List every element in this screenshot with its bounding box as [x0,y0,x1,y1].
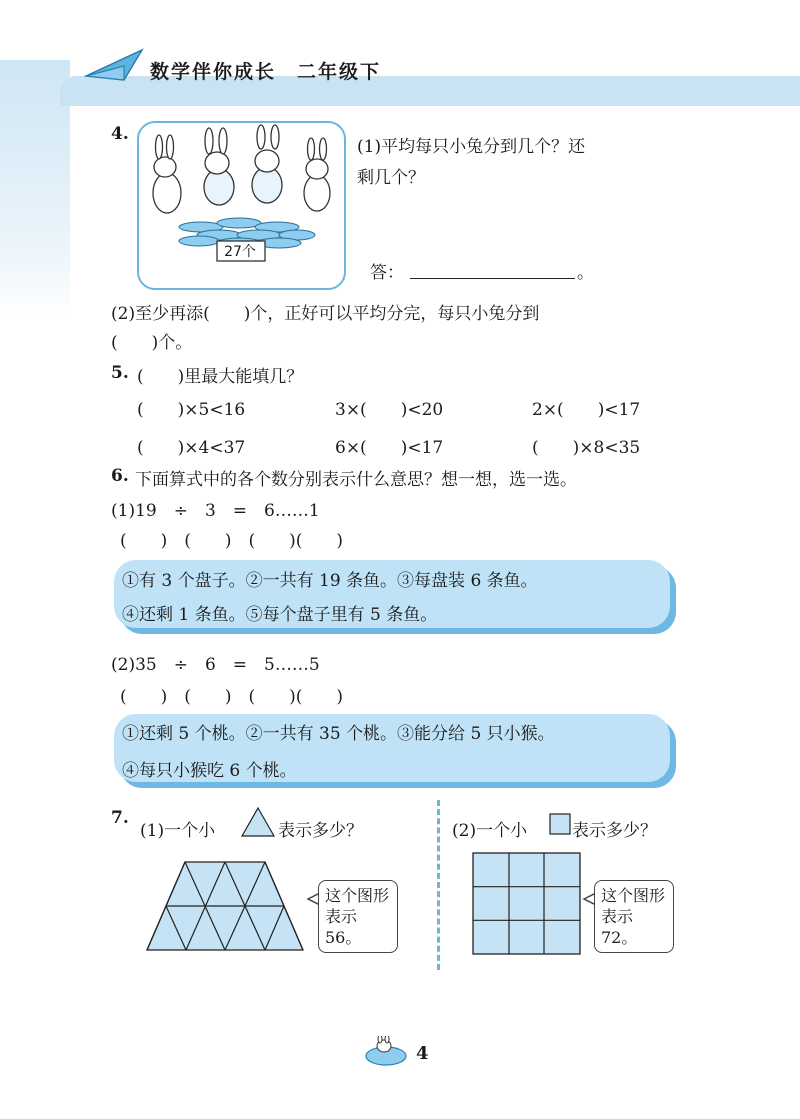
q6-part1-blanks: ( ) ( ) ( )( ) [120,531,344,551]
carrot-count-label: 27个 [224,244,256,260]
q4-answer-label: 答： [370,263,404,283]
q5-item-2: 3×( )<20 [335,400,444,420]
q6-number: 6. [111,466,129,486]
header-title: 数学伴你成长 二年级下 [150,61,382,83]
triangle-trapezoid-figure [145,860,305,952]
q6-part1-options-line2: ④还剩 1 条鱼。⑤每个盘子里有 5 条鱼。 [122,605,438,625]
q7-part1-speech-bubble [318,880,398,953]
q4-part1-line1: (1)平均每只小兔分到几个？还 [357,137,586,157]
q5-item-1: ( )×5<16 [137,400,246,420]
q7-part2-suffix: 表示多少？ [572,821,657,841]
q6-part1-equation: (1)19 ÷ 3 = 6……1 [111,501,320,521]
paper-plane-logo-icon [84,46,146,84]
q4-picture-frame [137,121,346,290]
q7-part2-bubble-line1: 这个图形 [601,886,666,905]
q6-title: 下面算式中的各个数分别表示什么意思？想一想，选一选。 [135,470,577,490]
footer-mascot-icon [362,1036,410,1068]
q5-title: ( )里最大能填几？ [137,367,304,387]
q5-item-5: 6×( )<17 [335,438,444,458]
q6-part2-options-line1: ①还剩 5 个桃。②一共有 35 个桃。③能分给 5 只小猴。 [122,724,555,744]
small-triangle-icon [240,806,276,838]
q7-part2-speech-bubble [594,880,674,953]
q5-item-3: 2×( )<17 [532,400,641,420]
q7-part2-prefix: (2)一个小 [452,821,528,841]
square-grid-figure [472,852,582,956]
q7-part2-bubble-line2: 表示72。 [601,907,638,947]
q4-part2-line2: ( )个。 [111,333,193,353]
q6-part1-options-line1: ①有 3 个盘子。②一共有 19 条鱼。③每盘装 6 条鱼。 [122,571,538,591]
small-square-icon [549,812,571,836]
q4-answer-blank[interactable] [410,278,575,279]
page-number: 4 [416,1043,429,1064]
q5-number: 5. [111,363,129,383]
rabbits-carrots-illustration [139,123,344,288]
q4-number: 4. [111,124,129,144]
q5-item-4: ( )×4<37 [137,438,246,458]
q7-dashed-divider [437,800,440,970]
q4-answer-end: 。 [577,263,594,283]
q6-part2-equation: (2)35 ÷ 6 = 5……5 [111,655,320,675]
q6-part2-blanks: ( ) ( ) ( )( ) [120,687,344,707]
q5-item-6: ( )×8<35 [532,438,641,458]
q7-part1-prefix: (1)一个小 [140,821,216,841]
q6-part2-options-line2: ④每只小猴吃 6 个桃。 [122,761,297,781]
q7-part1-bubble-line2: 表示56。 [325,907,362,947]
q4-part2-line1: (2)至少再添( )个，正好可以平均分完，每只小兔分到 [111,304,540,324]
q7-part1-bubble-line1: 这个图形 [325,886,390,905]
q7-part1-suffix: 表示多少？ [278,821,363,841]
q7-number: 7. [111,808,129,828]
q4-part1-line2: 剩几个？ [357,168,425,188]
